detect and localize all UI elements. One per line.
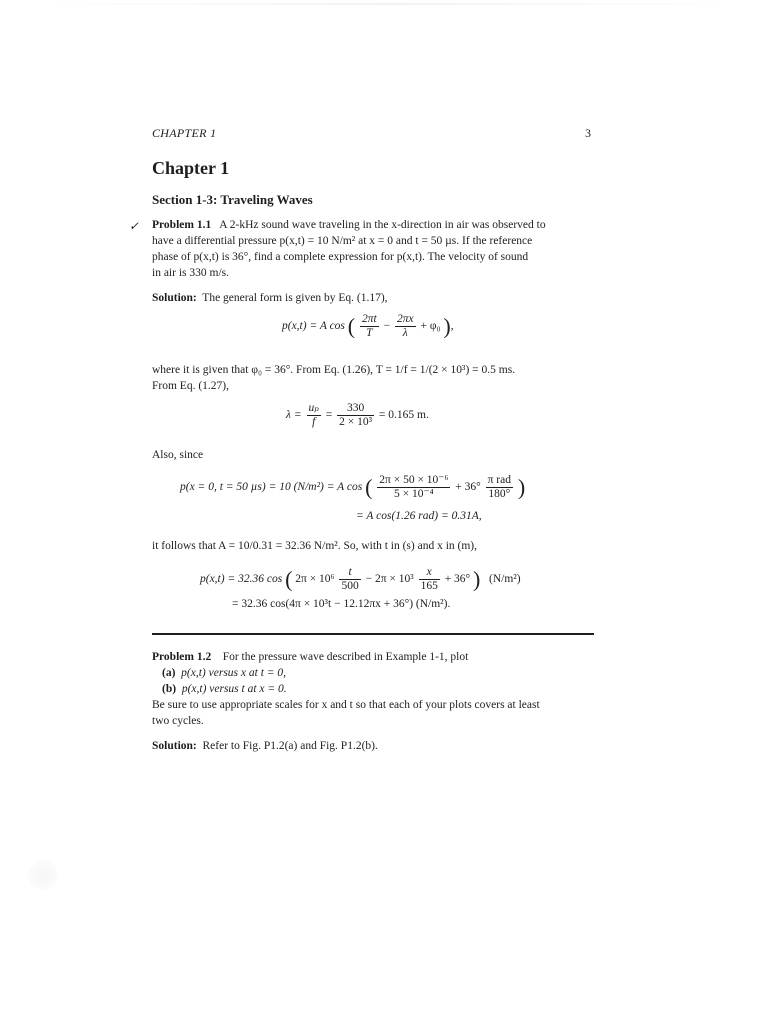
running-header: CHAPTER 1 xyxy=(152,126,217,140)
eq1-tail: + φ₀ xyxy=(420,320,441,333)
solution-1-2-text: Refer to Fig. P1.2(a) and Fig. P1.2(b). xyxy=(202,740,378,752)
follows-line: it follows that A = 10/0.31 = 32.36 N/m². So, with t in (s) and x in (m), xyxy=(152,540,477,552)
problem-1-1-line-4: in air is 330 m/s. xyxy=(152,267,229,279)
eq1-frac-1-den: T xyxy=(366,327,373,339)
section-divider xyxy=(152,633,594,635)
equation-final-line-2: = 32.36 cos(4π × 10³t − 12.12πx + 36°) (N/m²). xyxy=(232,598,451,610)
eq4-unit: (N/m²) xyxy=(488,573,521,586)
eq3-lhs: p(x = 0, t = 50 µs) = 10 (N/m²) = A cos xyxy=(180,481,363,494)
eq4-frac-1-den: 500 xyxy=(341,580,359,592)
eq3-paren-open: ( xyxy=(365,474,373,500)
eq1-minus: − xyxy=(383,320,391,333)
equation-final xyxy=(200,566,521,593)
eq4-term-c: + 36° xyxy=(444,573,471,586)
equation-general-form xyxy=(282,313,454,340)
eq4-paren-open: ( xyxy=(285,566,293,592)
problem-1-1-line-2: have a differential pressure p(x,t) = 10 N/m² at x = 0 and t = 50 µs. If the reference xyxy=(152,235,533,247)
eq4-frac-2-den: 165 xyxy=(420,580,438,592)
eq2-frac-2 xyxy=(337,402,374,429)
item-a-text: p(x,t) versus x at t = 0, xyxy=(181,667,287,679)
eq2-frac-1-den: f xyxy=(312,416,316,428)
eq1-paren-open: ( xyxy=(347,313,356,339)
problem-1-2-intro: For the pressure wave described in Example 1-1, plot xyxy=(222,651,469,663)
page-number: 3 xyxy=(585,126,591,140)
eq4-frac-1-num: t xyxy=(339,566,360,580)
eq4-frac-2 xyxy=(419,566,440,593)
chapter-title: Chapter 1 xyxy=(152,158,230,178)
phi-line-1: where it is given that φ₀ = 36°. From Eq. (1.26), T = 1/f = 1/(2 × 10³) = 0.5 ms. xyxy=(152,364,516,376)
eq4-term-b: − 2π × 10³ xyxy=(365,573,414,586)
eq3-frac-1 xyxy=(377,474,450,501)
equation-amplitude xyxy=(180,474,525,501)
problem-1-2-note-2: two cycles. xyxy=(152,715,204,727)
equation-amplitude-line-2: = A cos(1.26 rad) = 0.31A, xyxy=(356,510,482,522)
scan-edge xyxy=(40,3,740,5)
problem-1-1-text-1: A 2-kHz sound wave traveling in the x-direction in air was observed to xyxy=(219,219,546,231)
solution-1-1-intro xyxy=(152,290,388,306)
eq1-frac-2-num: 2πx xyxy=(396,313,414,325)
eq4-lhs: p(x,t) = 32.36 cos xyxy=(200,573,283,586)
eq1-frac-2 xyxy=(395,313,416,340)
eq2-rhs: = 0.165 m. xyxy=(378,409,429,422)
problem-1-2-label: Problem 1.2 xyxy=(152,651,212,663)
section-title: Section 1-3: Traveling Waves xyxy=(152,192,313,207)
eq2-frac-2-num: 330 xyxy=(337,402,374,416)
equation-wavelength xyxy=(286,402,429,429)
problem-1-1-label: Problem 1.1 xyxy=(152,219,212,231)
eq1-end: , xyxy=(450,320,454,333)
solution-1-2 xyxy=(152,738,378,754)
eq1-frac-2-den: λ xyxy=(402,327,408,339)
eq2-equals: = xyxy=(325,409,333,422)
eq1-paren-close: ) xyxy=(443,313,451,339)
eq4-paren-close: ) xyxy=(473,566,481,592)
problem-1-2-item-b xyxy=(162,681,287,697)
also-since: Also, since xyxy=(152,449,204,461)
item-b-text: p(x,t) versus t at x = 0. xyxy=(181,683,287,695)
eq3-plus: + 36° xyxy=(455,481,481,494)
eq2-frac-1-num: uₚ xyxy=(308,402,319,414)
eq4-frac-2-num: x xyxy=(419,566,440,580)
eq3-frac-1-num: 2π × 50 × 10⁻⁶ xyxy=(379,474,449,486)
eq1-frac-1 xyxy=(360,313,379,340)
eq1-frac-1-num: 2πt xyxy=(362,313,377,325)
eq3-paren-close: ) xyxy=(517,474,526,500)
eq4-frac-1 xyxy=(339,566,360,593)
problem-1-2-line-1 xyxy=(152,649,468,665)
eq2-frac-2-den: 2 × 10³ xyxy=(339,416,373,428)
problem-1-1-line-3: phase of p(x,t) is 36°, find a complete expression for p(x,t). The velocity of sound xyxy=(152,251,529,263)
solution-intro-text: The general form is given by Eq. (1.17), xyxy=(202,292,388,304)
eq2-frac-1 xyxy=(307,402,321,429)
scan-smudge xyxy=(28,860,58,890)
item-a-label: (a) xyxy=(162,667,176,679)
problem-1-2-item-a xyxy=(162,665,286,681)
eq3-frac-2-den: 180° xyxy=(488,488,511,500)
eq3-frac-1-den: 5 × 10⁻⁴ xyxy=(394,488,434,500)
solution-label: Solution: xyxy=(152,292,197,304)
item-b-label: (b) xyxy=(162,683,177,695)
problem-1-1-line-1 xyxy=(152,217,546,233)
eq2-lhs: λ = xyxy=(286,409,302,422)
phi-line-2: From Eq. (1.27), xyxy=(152,380,229,392)
checkmark-icon: ✓ xyxy=(129,219,140,233)
eq3-frac-2-num: π rad xyxy=(487,474,511,486)
problem-1-2-note-1: Be sure to use appropriate scales for x and t so that each of your plots covers at least xyxy=(152,699,540,711)
eq4-term-a: 2π × 10⁶ xyxy=(295,573,335,586)
eq3-frac-2 xyxy=(486,474,513,501)
eq1-lhs: p(x,t) = A cos xyxy=(282,320,345,333)
solution-1-2-label: Solution: xyxy=(152,740,197,752)
